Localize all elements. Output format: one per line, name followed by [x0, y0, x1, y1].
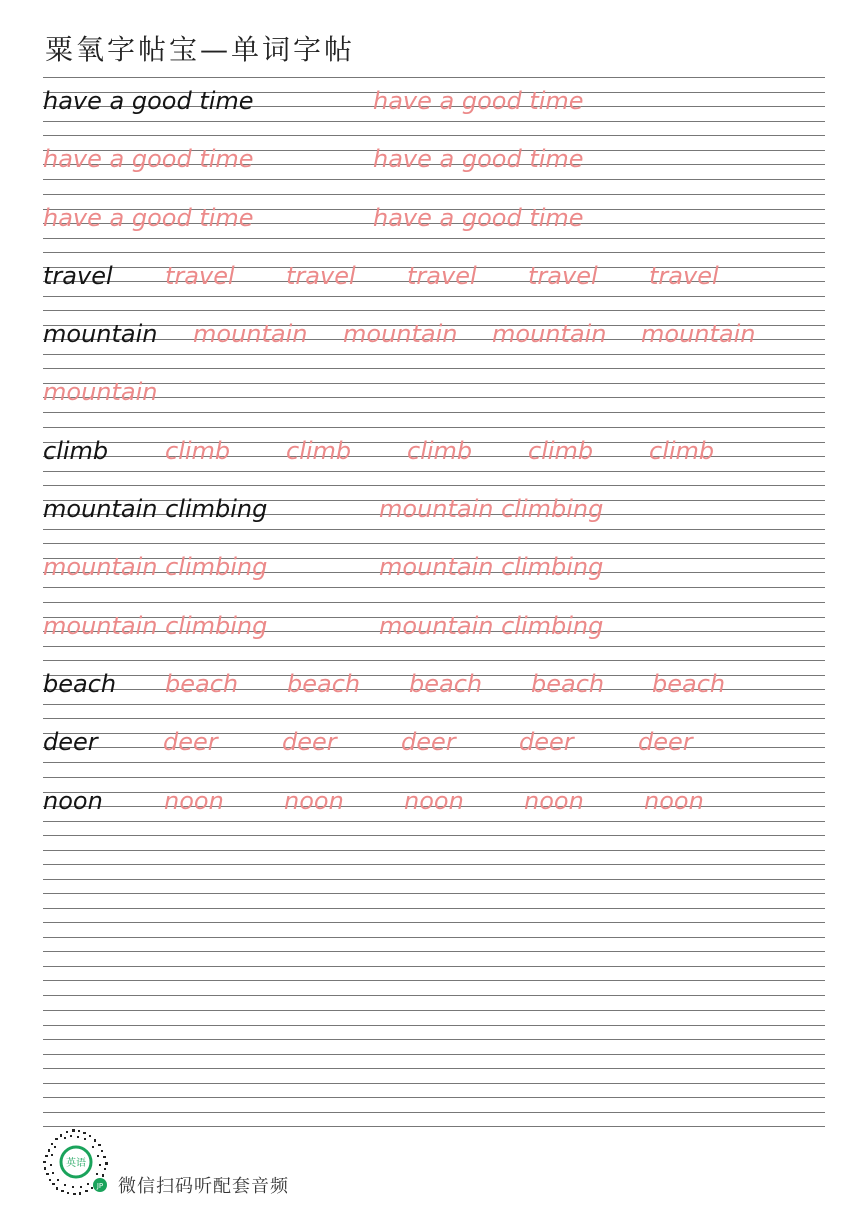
- practice-row: [43, 660, 825, 718]
- ruling-line: [43, 893, 825, 894]
- trace-word: beach: [409, 669, 483, 698]
- trace-word: mountain: [193, 320, 308, 349]
- practice-row: [43, 485, 825, 543]
- trace-word: noon: [164, 786, 224, 815]
- trace-word: travel: [528, 261, 598, 290]
- ruling-line: [43, 412, 825, 413]
- page-title: 粟氧字帖宝—单词字帖: [45, 33, 356, 66]
- row-words: [43, 546, 825, 586]
- ruling-line: [43, 718, 825, 719]
- trace-word: climb: [528, 436, 594, 465]
- practice-row: [43, 77, 825, 135]
- trace-word: have a good time: [43, 203, 254, 232]
- trace-word: deer: [638, 728, 693, 757]
- ruling-line: [43, 238, 825, 239]
- row-words: [43, 371, 825, 411]
- practice-row: [43, 1010, 825, 1068]
- row-words: [43, 138, 825, 178]
- row-words: [43, 313, 825, 353]
- trace-word: climb: [286, 436, 352, 465]
- ruling-line: [43, 529, 825, 530]
- trace-word: beach: [531, 669, 605, 698]
- trace-word: noon: [284, 786, 344, 815]
- row-words: [43, 605, 825, 645]
- trace-word: mountain: [641, 320, 756, 349]
- model-word: have a good time: [43, 87, 254, 115]
- ruling-line: [43, 485, 825, 486]
- qr-code-icon[interactable]: [42, 1128, 110, 1196]
- ruling-line: [43, 704, 825, 705]
- trace-word: travel: [165, 261, 235, 290]
- ruling-line: [43, 762, 825, 763]
- practice-row: [43, 718, 825, 776]
- trace-word: have a good time: [373, 203, 584, 232]
- ruling-line: [43, 1054, 825, 1055]
- model-word: mountain: [43, 320, 158, 349]
- trace-word: deer: [519, 728, 574, 757]
- trace-word: mountain climbing: [43, 553, 268, 582]
- trace-word: travel: [649, 261, 719, 290]
- practice-row: [43, 951, 825, 1009]
- trace-word: have a good time: [373, 87, 584, 115]
- row-words: [43, 488, 825, 528]
- ruling-line: [43, 646, 825, 647]
- trace-word: noon: [644, 786, 704, 815]
- trace-word: mountain: [43, 378, 158, 407]
- trace-word: deer: [163, 728, 218, 757]
- ruling-line: [43, 121, 825, 122]
- ruling-line: [43, 543, 825, 544]
- ruling-line: [43, 937, 825, 938]
- ruling-line: [43, 252, 825, 253]
- ruling-line: [43, 602, 825, 603]
- trace-word: mountain climbing: [379, 611, 604, 640]
- ruling-line: [43, 194, 825, 195]
- ruling-line: [43, 471, 825, 472]
- trace-word: deer: [282, 728, 337, 757]
- model-word: deer: [43, 728, 98, 757]
- footer: [42, 1128, 462, 1198]
- trace-word: noon: [524, 786, 584, 815]
- row-words: [43, 663, 825, 703]
- ruling-line: [43, 995, 825, 996]
- row-words: [43, 896, 825, 936]
- practice-row: [43, 310, 825, 368]
- ruling-line: [43, 77, 825, 78]
- practice-row: [43, 252, 825, 310]
- practice-row: [43, 543, 825, 601]
- practice-row: [43, 777, 825, 835]
- trace-word: beach: [652, 669, 726, 698]
- trace-word: deer: [401, 728, 456, 757]
- practice-row: [43, 135, 825, 193]
- row-words: [43, 1013, 825, 1053]
- trace-word: travel: [286, 261, 356, 290]
- practice-row: [43, 427, 825, 485]
- ruling-line: [43, 1068, 825, 1069]
- ruling-line: [43, 835, 825, 836]
- trace-word: mountain climbing: [43, 611, 268, 640]
- audio-instruction: 微信扫码听配套音频: [118, 1176, 289, 1197]
- practice-row: [43, 893, 825, 951]
- practice-sheet: [43, 77, 825, 1127]
- trace-word: mountain climbing: [379, 553, 604, 582]
- model-word: travel: [43, 261, 113, 290]
- trace-word: travel: [407, 261, 477, 290]
- trace-word: beach: [165, 669, 239, 698]
- ruling-line: [43, 310, 825, 311]
- trace-word: have a good time: [43, 145, 254, 174]
- ruling-line: [43, 354, 825, 355]
- trace-word: beach: [287, 669, 361, 698]
- ruling-line: [43, 427, 825, 428]
- model-word: noon: [43, 786, 103, 815]
- row-words: [43, 780, 825, 820]
- model-word: mountain climbing: [43, 495, 268, 524]
- qr-corner-badge: JP: [96, 1182, 104, 1190]
- model-word: beach: [43, 669, 117, 698]
- practice-row: [43, 368, 825, 426]
- ruling-line: [43, 135, 825, 136]
- trace-word: climb: [165, 436, 231, 465]
- ruling-line: [43, 879, 825, 880]
- qr-badge: 英语: [66, 1158, 86, 1169]
- row-words: [43, 954, 825, 994]
- ruling-line: [43, 821, 825, 822]
- ruling-line: [43, 1010, 825, 1011]
- row-words: [43, 197, 825, 237]
- trace-word: mountain: [343, 320, 458, 349]
- practice-row: [43, 602, 825, 660]
- ruling-line: [43, 368, 825, 369]
- trace-word: have a good time: [373, 145, 584, 174]
- ruling-line: [43, 660, 825, 661]
- trace-word: mountain climbing: [379, 495, 604, 524]
- row-words: [43, 1071, 825, 1111]
- trace-word: mountain: [492, 320, 607, 349]
- trace-word: climb: [407, 436, 473, 465]
- ruling-line: [43, 179, 825, 180]
- ruling-line: [43, 1112, 825, 1113]
- ruling-line: [43, 777, 825, 778]
- practice-row: [43, 835, 825, 893]
- trace-word: climb: [649, 436, 715, 465]
- row-words: [43, 838, 825, 878]
- row-words: [43, 80, 825, 120]
- row-words: [43, 255, 825, 295]
- practice-row: [43, 194, 825, 252]
- model-word: climb: [43, 436, 109, 465]
- row-words: [43, 430, 825, 470]
- trace-word: noon: [404, 786, 464, 815]
- row-words: [43, 721, 825, 761]
- ruling-line: [43, 951, 825, 952]
- ruling-line: [43, 587, 825, 588]
- ruling-line: [43, 296, 825, 297]
- practice-row: [43, 1068, 825, 1126]
